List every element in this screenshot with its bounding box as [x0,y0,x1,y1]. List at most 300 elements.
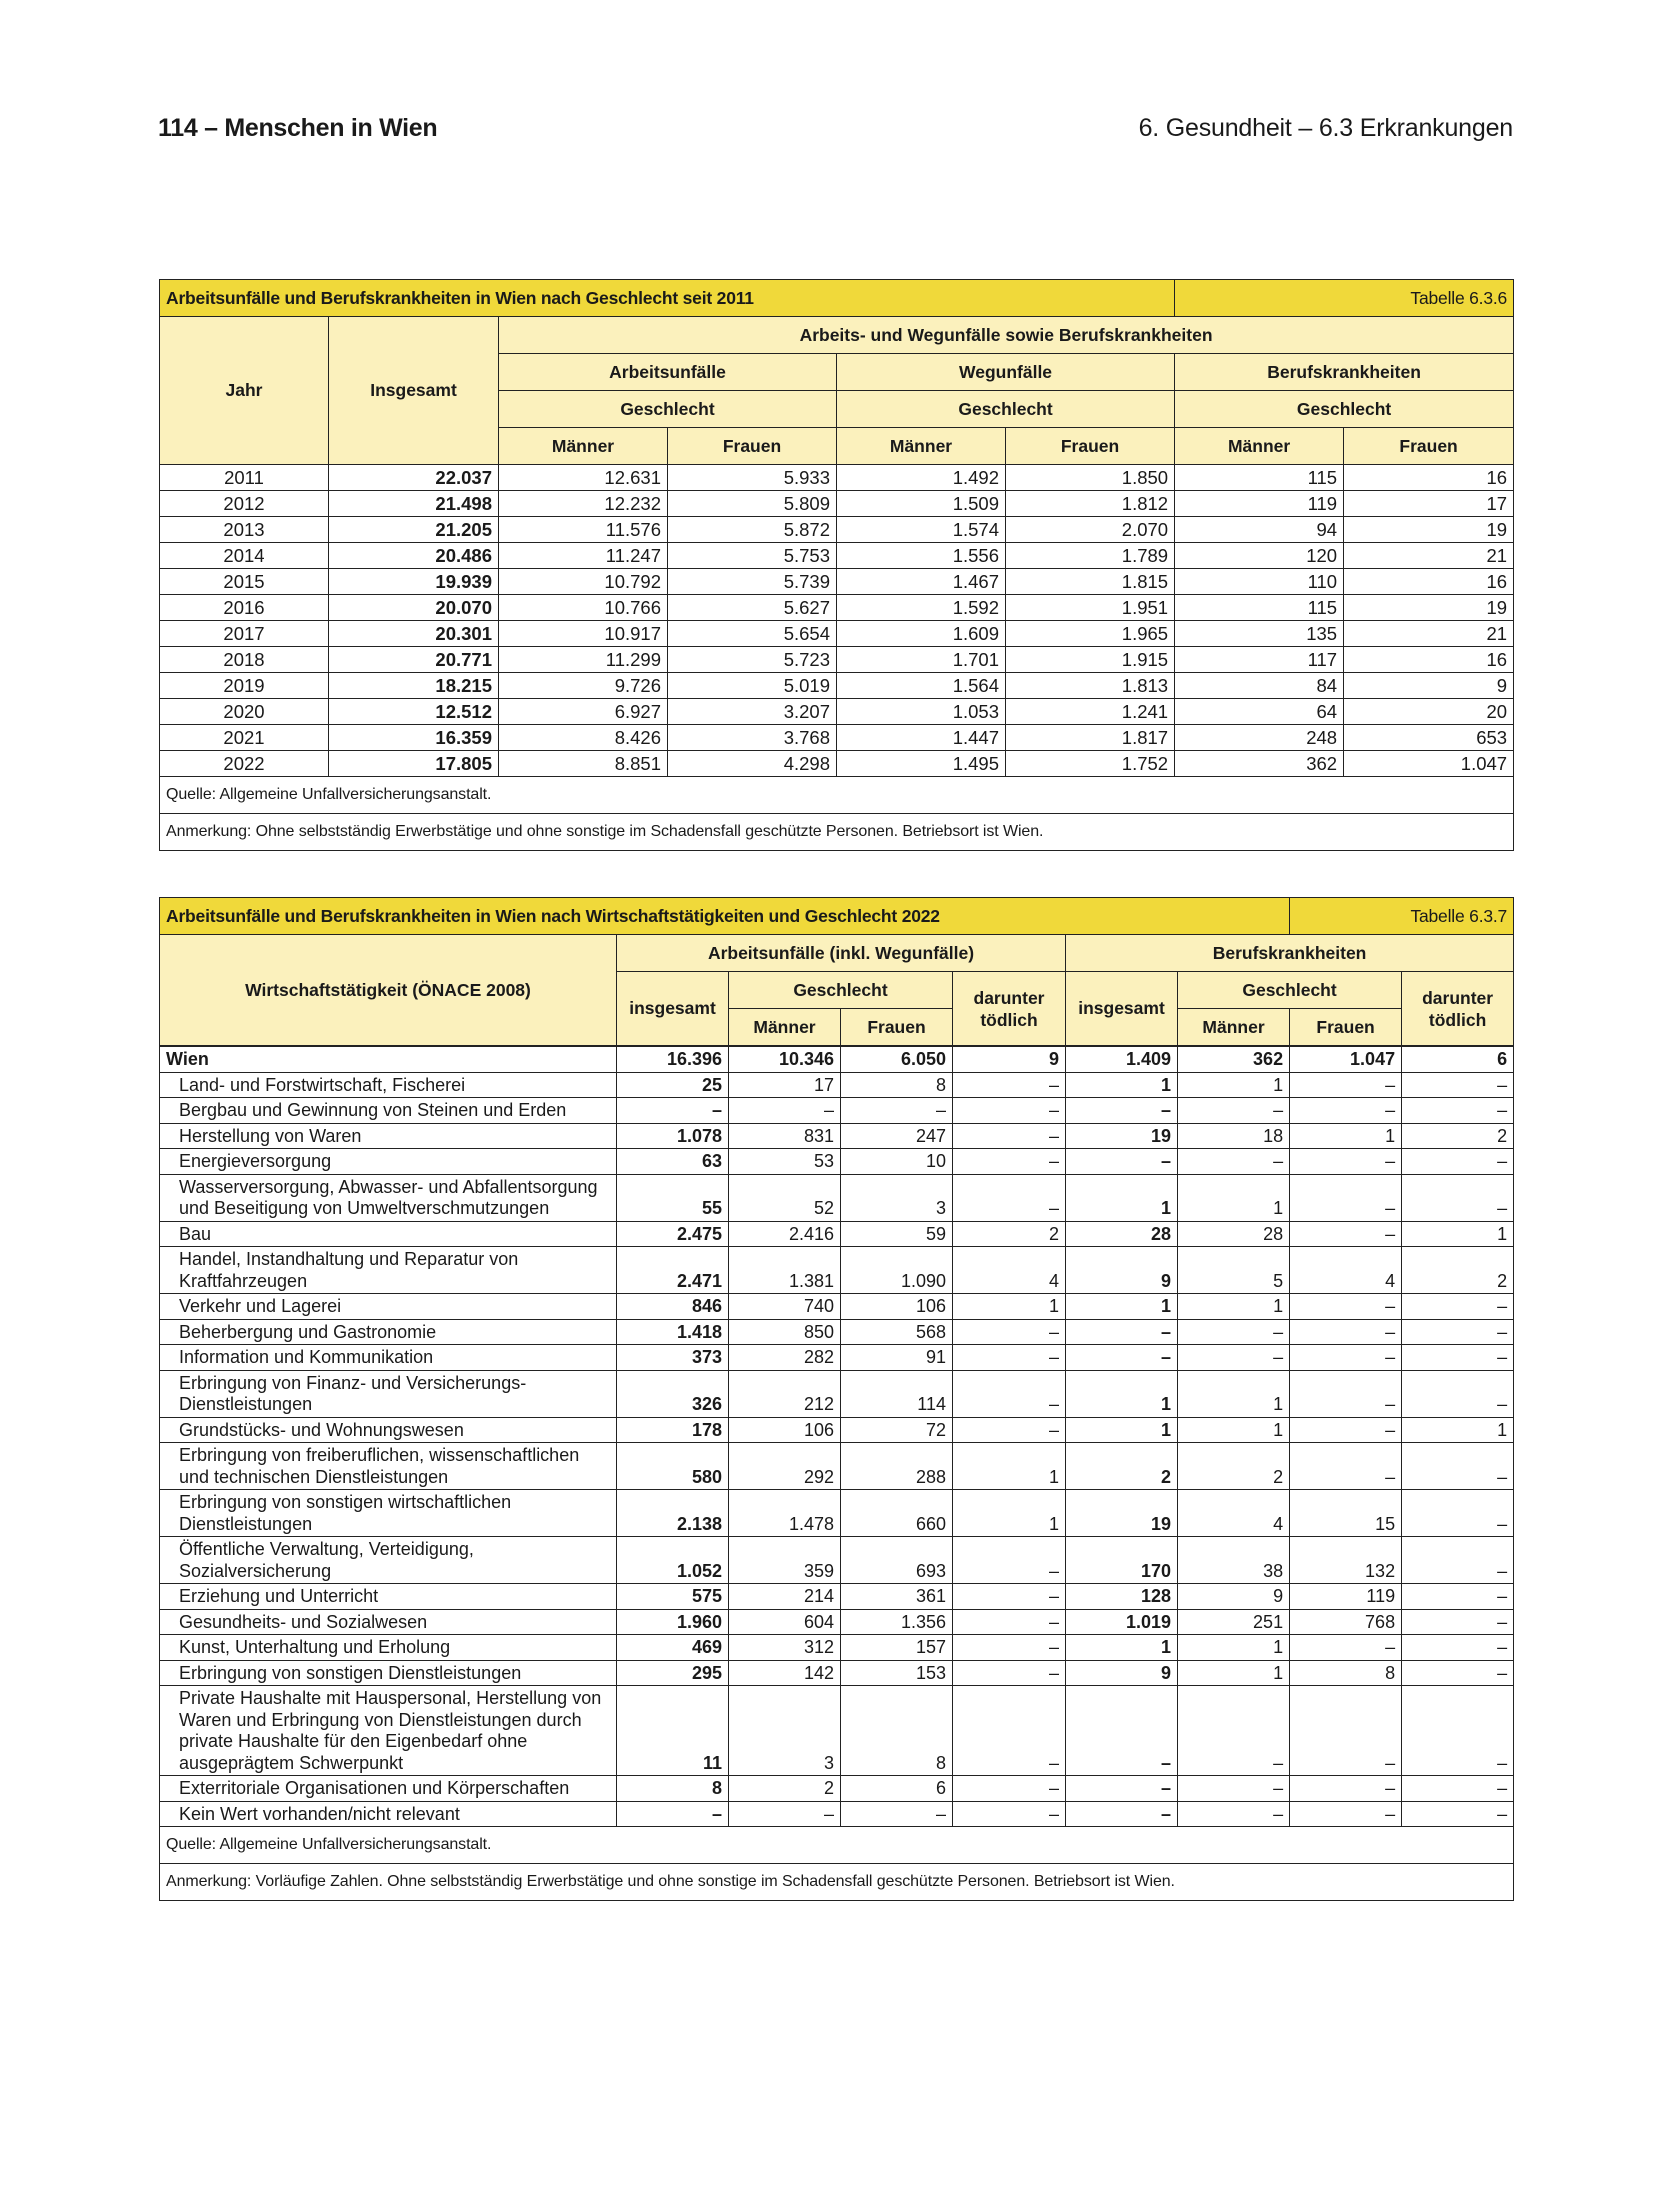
value-cell: – [953,1370,1066,1417]
value-cell: 22.037 [329,465,499,491]
year-cell: 2013 [160,517,329,543]
value-cell: 10.766 [499,595,668,621]
value-cell: 3 [729,1686,841,1776]
activity-label: Bau [160,1221,617,1247]
value-cell: 5.872 [668,517,837,543]
value-cell: 9 [1066,1660,1178,1686]
value-cell: 326 [617,1370,729,1417]
value-cell: 11 [617,1686,729,1776]
value-cell: 1.960 [617,1609,729,1635]
value-cell: 1 [1178,1660,1290,1686]
value-cell: 8 [1290,1660,1402,1686]
value-cell: 17 [729,1072,841,1098]
women-header: Frauen [841,1009,953,1047]
value-cell: 20.070 [329,595,499,621]
value-cell: 9 [953,1046,1066,1072]
gender-header: Geschlecht [729,972,953,1009]
value-cell: 1.509 [837,491,1006,517]
activity-label: Erbringung von sonstigen wirtschaftlichen Dienstleistungen [160,1490,617,1537]
col-header-total: Insgesamt [329,317,499,465]
year-cell: 2014 [160,543,329,569]
value-cell: 8.851 [499,751,668,777]
value-cell: 5.933 [668,465,837,491]
value-cell: 4 [953,1247,1066,1294]
value-cell: 1.447 [837,725,1006,751]
table-row [160,1537,1514,1584]
value-cell: 1.047 [1290,1046,1402,1072]
value-cell: 1 [1402,1417,1514,1443]
value-cell: 660 [841,1490,953,1537]
value-cell: 359 [729,1537,841,1584]
value-cell: 1.752 [1006,751,1175,777]
value-cell: 1.053 [837,699,1006,725]
table-row [160,1174,1514,1221]
value-cell: 292 [729,1443,841,1490]
value-cell: 8 [841,1072,953,1098]
value-cell: 580 [617,1443,729,1490]
value-cell: 1.817 [1006,725,1175,751]
value-cell: 94 [1175,517,1344,543]
value-cell: 1.381 [729,1247,841,1294]
value-cell: 16 [1344,647,1514,673]
value-cell: 59 [841,1221,953,1247]
value-cell: 20.771 [329,647,499,673]
value-cell: 10.792 [499,569,668,595]
group-header-work-accidents: Arbeitsunfälle [499,354,837,391]
col-header-year: Jahr [160,317,329,465]
table-row [160,1149,1514,1175]
value-cell: 128 [1066,1584,1178,1610]
value-cell: – [841,1098,953,1124]
value-cell: 1 [1178,1174,1290,1221]
value-cell: 2 [953,1221,1066,1247]
value-cell: – [1290,1345,1402,1371]
value-cell: 2 [1066,1443,1178,1490]
value-cell: – [953,1149,1066,1175]
value-cell: 1.019 [1066,1609,1178,1635]
table-row [160,1319,1514,1345]
value-cell: 5 [1178,1247,1290,1294]
value-cell: 11.299 [499,647,668,673]
table-row [160,1345,1514,1371]
activity-label: Exterritoriale Organisationen und Körperschaften [160,1776,617,1802]
value-cell: 1.850 [1006,465,1175,491]
value-cell: 153 [841,1660,953,1686]
value-cell: 10.917 [499,621,668,647]
value-cell: 4 [1178,1490,1290,1537]
value-cell: 2.471 [617,1247,729,1294]
value-cell: 362 [1178,1046,1290,1072]
value-cell: – [953,1660,1066,1686]
value-cell: 28 [1066,1221,1178,1247]
table-row [160,595,1514,621]
value-cell: 212 [729,1370,841,1417]
women-header: Frauen [1344,428,1514,465]
value-cell: 1 [1178,1072,1290,1098]
value-cell: 5.019 [668,673,837,699]
value-cell: 1.409 [1066,1046,1178,1072]
men-header: Männer [1175,428,1344,465]
value-cell: 362 [1175,751,1344,777]
activity-label: Wien [160,1046,617,1072]
value-cell: 16.396 [617,1046,729,1072]
table-row [160,1801,1514,1827]
table-row [160,1609,1514,1635]
men-header: Männer [1178,1009,1290,1047]
table-row [160,1221,1514,1247]
table-row [160,1584,1514,1610]
value-cell: – [1402,1584,1514,1610]
table-row [160,569,1514,595]
value-cell: – [1178,1686,1290,1776]
table-number: Tabelle 6.3.6 [1175,280,1514,317]
value-cell: 64 [1175,699,1344,725]
value-cell: – [953,1776,1066,1802]
value-cell: – [1290,1221,1402,1247]
value-cell: 9.726 [499,673,668,699]
value-cell: 3.768 [668,725,837,751]
activity-label: Erbringung von freiberuflichen, wissenschaftlichen und technischen Dienstleistungen [160,1443,617,1490]
value-cell: – [953,1174,1066,1221]
value-cell: – [1178,1319,1290,1345]
men-header: Männer [499,428,668,465]
value-cell: 5.739 [668,569,837,595]
value-cell: 52 [729,1174,841,1221]
year-cell: 2020 [160,699,329,725]
value-cell: 5.654 [668,621,837,647]
table-row [160,1635,1514,1661]
value-cell: 10.346 [729,1046,841,1072]
value-cell: 295 [617,1660,729,1686]
year-cell: 2016 [160,595,329,621]
gender-header: Geschlecht [1178,972,1402,1009]
value-cell: – [1178,1149,1290,1175]
value-cell: – [1402,1098,1514,1124]
table-row [160,1443,1514,1490]
value-cell: 142 [729,1660,841,1686]
value-cell: 19.939 [329,569,499,595]
value-cell: 106 [841,1294,953,1320]
value-cell: – [1066,1345,1178,1371]
value-cell: 4 [1290,1247,1402,1294]
activity-label: Erbringung von sonstigen Dienstleistungen [160,1660,617,1686]
value-cell: 1 [1178,1417,1290,1443]
table-row [160,673,1514,699]
value-cell: 1 [1066,1370,1178,1417]
value-cell: – [1402,1072,1514,1098]
value-cell: 21 [1344,543,1514,569]
women-header: Frauen [1290,1009,1402,1047]
value-cell: 693 [841,1537,953,1584]
value-cell: – [1290,1776,1402,1802]
value-cell: 373 [617,1345,729,1371]
activity-label: Grundstücks- und Wohnungswesen [160,1417,617,1443]
activity-label: Private Haushalte mit Hauspersonal, Herstellung von Waren und Erbringung von Dienstleistungen durch private Haushalte für den Eigenbedarf ohne ausgeprägtem Schwerpunkt [160,1686,617,1776]
table-row [160,1417,1514,1443]
value-cell: 1 [1178,1294,1290,1320]
table-row-total [160,1046,1514,1072]
value-cell: 117 [1175,647,1344,673]
value-cell: 6.050 [841,1046,953,1072]
value-cell: – [1178,1776,1290,1802]
value-cell: – [1290,1072,1402,1098]
women-header: Frauen [1006,428,1175,465]
value-cell: – [953,1319,1066,1345]
activity-label: Beherbergung und Gastronomie [160,1319,617,1345]
value-cell: 653 [1344,725,1514,751]
value-cell: – [1402,1174,1514,1221]
table-row [160,1072,1514,1098]
value-cell: – [1290,1417,1402,1443]
value-cell: 1.592 [837,595,1006,621]
value-cell: 38 [1178,1537,1290,1584]
value-cell: – [1402,1660,1514,1686]
value-cell: – [953,1345,1066,1371]
group-header-all: Arbeits- und Wegunfälle sowie Berufskrankheiten [499,317,1514,354]
table-title: Arbeitsunfälle und Berufskrankheiten in Wien nach Geschlecht seit 2011 [160,280,1175,317]
value-cell: 3 [841,1174,953,1221]
value-cell: – [1402,1345,1514,1371]
value-cell: 115 [1175,465,1344,491]
table-row [160,1776,1514,1802]
value-cell: 18 [1178,1123,1290,1149]
value-cell: 115 [1175,595,1344,621]
value-cell: 1.815 [1006,569,1175,595]
table-row [160,1294,1514,1320]
value-cell: 9 [1178,1584,1290,1610]
value-cell: 18.215 [329,673,499,699]
table-note: Anmerkung: Ohne selbstständig Erwerbstätige und ohne sonstige im Schadensfall geschützte Personen. Betriebsort ist Wien. [160,814,1514,851]
value-cell: – [1290,1686,1402,1776]
value-cell: 1 [1066,1635,1178,1661]
value-cell: – [1402,1635,1514,1661]
value-cell: 1.090 [841,1247,953,1294]
year-cell: 2012 [160,491,329,517]
value-cell: – [1402,1490,1514,1537]
fatal-header: darunter tödlich [953,972,1066,1047]
value-cell: 1.564 [837,673,1006,699]
value-cell: 288 [841,1443,953,1490]
value-cell: 19 [1344,517,1514,543]
value-cell: 1.915 [1006,647,1175,673]
activity-label: Kein Wert vorhanden/nicht relevant [160,1801,617,1827]
activity-label: Energieversorgung [160,1149,617,1175]
table-row [160,1490,1514,1537]
value-cell: 63 [617,1149,729,1175]
value-cell: 17 [1344,491,1514,517]
value-cell: 604 [729,1609,841,1635]
value-cell: – [953,1584,1066,1610]
value-cell: 12.512 [329,699,499,725]
value-cell: 11.576 [499,517,668,543]
year-cell: 2018 [160,647,329,673]
value-cell: – [953,1123,1066,1149]
value-cell: 6 [1402,1046,1514,1072]
value-cell: 20.301 [329,621,499,647]
value-cell: 8.426 [499,725,668,751]
gender-header: Geschlecht [837,391,1175,428]
value-cell: 568 [841,1319,953,1345]
value-cell: 16.359 [329,725,499,751]
table-number: Tabelle 6.3.7 [1290,898,1514,935]
value-cell: 157 [841,1635,953,1661]
value-cell: – [1402,1776,1514,1802]
table-title: Arbeitsunfälle und Berufskrankheiten in Wien nach Wirtschaftstätigkeiten und Geschlecht 2022 [160,898,1290,935]
value-cell: 1.495 [837,751,1006,777]
value-cell: – [953,1635,1066,1661]
value-cell: 1.241 [1006,699,1175,725]
value-cell: 850 [729,1319,841,1345]
table-row [160,647,1514,673]
value-cell: 114 [841,1370,953,1417]
year-cell: 2019 [160,673,329,699]
value-cell: 1 [953,1294,1066,1320]
value-cell: 4.298 [668,751,837,777]
value-cell: 1 [953,1443,1066,1490]
page-header-left: 114 – Menschen in Wien [158,114,438,142]
table-source: Quelle: Allgemeine Unfallversicherungsanstalt. [160,1827,1514,1864]
value-cell: – [617,1098,729,1124]
value-cell: 1.965 [1006,621,1175,647]
value-cell: 768 [1290,1609,1402,1635]
group-header-accidents: Arbeitsunfälle (inkl. Wegunfälle) [617,935,1066,972]
table-row [160,751,1514,777]
activity-label: Information und Kommunikation [160,1345,617,1371]
value-cell: – [953,1801,1066,1827]
table-row [160,1686,1514,1776]
value-cell: 1.951 [1006,595,1175,621]
value-cell: 19 [1066,1490,1178,1537]
value-cell: 170 [1066,1537,1178,1584]
value-cell: – [953,1686,1066,1776]
value-cell: 2.416 [729,1221,841,1247]
value-cell: – [1402,1319,1514,1345]
value-cell: – [953,1098,1066,1124]
activity-label: Verkehr und Lagerei [160,1294,617,1320]
value-cell: – [953,1417,1066,1443]
year-cell: 2011 [160,465,329,491]
table-6-3-7 [159,897,1514,1901]
table-row [160,1123,1514,1149]
activity-label: Erziehung und Unterricht [160,1584,617,1610]
value-cell: – [729,1801,841,1827]
table-row [160,517,1514,543]
value-cell: 15 [1290,1490,1402,1537]
table-row [160,725,1514,751]
value-cell: 1 [1290,1123,1402,1149]
value-cell: – [953,1609,1066,1635]
group-header-occupational-diseases: Berufskrankheiten [1175,354,1514,391]
value-cell: 1.356 [841,1609,953,1635]
total-header: insgesamt [1066,972,1178,1047]
gender-header: Geschlecht [499,391,837,428]
value-cell: 1 [1402,1221,1514,1247]
value-cell: 312 [729,1635,841,1661]
value-cell: – [1290,1635,1402,1661]
value-cell: 1.492 [837,465,1006,491]
value-cell: 19 [1344,595,1514,621]
value-cell: – [1290,1443,1402,1490]
value-cell: – [953,1537,1066,1584]
table-note: Anmerkung: Vorläufige Zahlen. Ohne selbstständig Erwerbstätige und ohne sonstige im Schadensfall geschützte Personen. Betriebsort ist Wien. [160,1864,1514,1901]
value-cell: 2.138 [617,1490,729,1537]
value-cell: – [953,1072,1066,1098]
value-cell: – [729,1098,841,1124]
value-cell: 2.475 [617,1221,729,1247]
value-cell: – [1290,1370,1402,1417]
value-cell: 10 [841,1149,953,1175]
value-cell: 12.631 [499,465,668,491]
value-cell: 1.812 [1006,491,1175,517]
value-cell: 9 [1066,1247,1178,1294]
value-cell: 1 [953,1490,1066,1537]
value-cell: 21.205 [329,517,499,543]
activity-label: Öffentliche Verwaltung, Verteidigung, Sozialversicherung [160,1537,617,1584]
year-cell: 2017 [160,621,329,647]
value-cell: 251 [1178,1609,1290,1635]
table-row [160,699,1514,725]
value-cell: 110 [1175,569,1344,595]
value-cell: 247 [841,1123,953,1149]
value-cell: 135 [1175,621,1344,647]
activity-label: Land- und Forstwirtschaft, Fischerei [160,1072,617,1098]
value-cell: 1 [1178,1635,1290,1661]
value-cell: 19 [1066,1123,1178,1149]
table-row [160,1247,1514,1294]
value-cell: 20 [1344,699,1514,725]
value-cell: 16 [1344,465,1514,491]
table-source: Quelle: Allgemeine Unfallversicherungsanstalt. [160,777,1514,814]
value-cell: 2 [729,1776,841,1802]
men-header: Männer [837,428,1006,465]
total-header: insgesamt [617,972,729,1047]
value-cell: 1.813 [1006,673,1175,699]
value-cell: – [1066,1319,1178,1345]
value-cell: – [1402,1443,1514,1490]
value-cell: – [841,1801,953,1827]
value-cell: 1 [1066,1174,1178,1221]
value-cell: 132 [1290,1537,1402,1584]
value-cell: 5.809 [668,491,837,517]
value-cell: 1.574 [837,517,1006,543]
value-cell: 1.478 [729,1490,841,1537]
value-cell: 178 [617,1417,729,1443]
group-header-commute-accidents: Wegunfälle [837,354,1175,391]
value-cell: 846 [617,1294,729,1320]
value-cell: – [617,1801,729,1827]
value-cell: 16 [1344,569,1514,595]
value-cell: 575 [617,1584,729,1610]
activity-label: Handel, Instandhaltung und Reparatur von Kraftfahrzeugen [160,1247,617,1294]
value-cell: 2 [1402,1123,1514,1149]
value-cell: 214 [729,1584,841,1610]
value-cell: 282 [729,1345,841,1371]
table-6-3-6 [159,279,1514,851]
col-header-activity: Wirtschaftstätigkeit (ÖNACE 2008) [160,935,617,1047]
activity-label: Kunst, Unterhaltung und Erholung [160,1635,617,1661]
year-cell: 2015 [160,569,329,595]
value-cell: 120 [1175,543,1344,569]
value-cell: 12.232 [499,491,668,517]
value-cell: 55 [617,1174,729,1221]
value-cell: 1 [1066,1072,1178,1098]
value-cell: 25 [617,1072,729,1098]
fatal-header: darunter tödlich [1402,972,1514,1047]
value-cell: – [1290,1098,1402,1124]
value-cell: 28 [1178,1221,1290,1247]
value-cell: 5.627 [668,595,837,621]
value-cell: 1.418 [617,1319,729,1345]
